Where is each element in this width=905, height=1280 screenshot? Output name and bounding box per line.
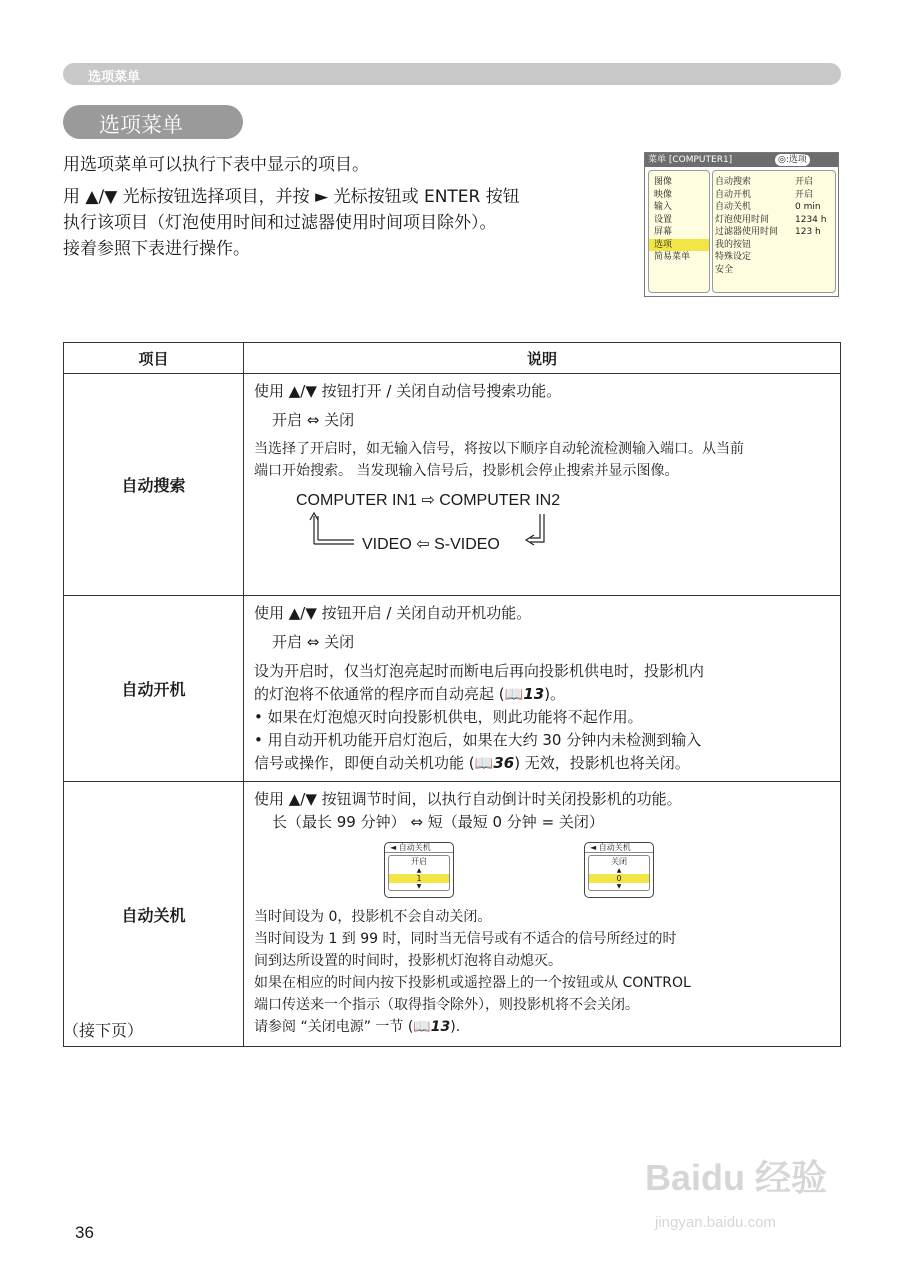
diagram-bottom-text: VIDEO ⇦ S-VIDEO xyxy=(362,536,500,553)
up-arrow-icon: ▲ xyxy=(416,867,422,874)
watermark-url: jingyan.baidu.com xyxy=(655,1214,776,1231)
header-bar xyxy=(63,63,841,85)
auto-on-line1: 使用 ▲/▼ 按钮开启 / 关闭自动开机功能。 xyxy=(254,604,532,622)
input-cycle-diagram xyxy=(254,484,830,552)
diagram-top-text: COMPUTER IN1 ⇨ COMPUTER IN2 xyxy=(296,492,561,509)
box-header: ◄ 自动关机 xyxy=(585,843,653,853)
book-icon: 📖 xyxy=(504,685,524,703)
auto-search-note2: 端口开始搜索。 当发现输入信号后，投影机会停止搜索并显示图像。 xyxy=(254,463,679,479)
osd-right-row xyxy=(715,251,835,264)
box-value: 1 xyxy=(389,874,449,883)
section-title: 选项菜单 xyxy=(99,113,183,137)
auto-on-toggle: 开启 ⇔ 关闭 xyxy=(272,633,355,651)
desc-auto-search xyxy=(244,374,841,596)
options-table xyxy=(63,342,841,1047)
down-arrow-icon: ▼ xyxy=(416,883,422,890)
auto-on-b2b-text: 信号或操作，即便自动关机功能 ( xyxy=(254,754,475,772)
auto-on-p1b xyxy=(254,683,830,706)
header-section-label: 选项菜单 xyxy=(88,70,141,85)
down-arrow-icon: ▼ xyxy=(616,883,622,890)
osd-right-row xyxy=(715,214,835,227)
auto-on-bullet2b xyxy=(254,752,830,775)
auto-off-p4a-text: 请参阅 “关闭电源” 一节 ( xyxy=(254,1019,414,1035)
osd-right-row xyxy=(715,226,835,239)
box-title: 自动关机 xyxy=(598,843,631,852)
auto-off-p3b: 端口传送来一个指示（取得指令除外），则投影机将不会关闭。 xyxy=(254,997,639,1013)
table-row xyxy=(64,782,841,1047)
cycle-arrows-icon xyxy=(254,484,554,552)
auto-on-b2c-text: ) 无效，投影机也将关闭。 xyxy=(514,754,690,772)
intro-line-2 xyxy=(63,184,633,262)
up-arrow-icon: ▲ xyxy=(616,867,622,874)
osd-row-label: 自动搜索 xyxy=(715,177,752,187)
auto-search-note1: 当选择了开启时，如无输入信号，将按以下顺序自动轮流检测输入端口。从当前 xyxy=(254,441,744,457)
page-number: 36 xyxy=(75,1223,94,1242)
osd-right-row xyxy=(715,264,835,277)
osd-mode: ◎:选项 xyxy=(775,154,810,166)
auto-off-box-on xyxy=(384,842,454,898)
watermark-brand: Baidu 经验 xyxy=(645,1157,828,1198)
osd-row-value: 1234 h xyxy=(795,214,827,225)
osd-row-value: 123 h xyxy=(795,227,821,237)
osd-left-item: 屏幕 xyxy=(654,227,673,237)
baidu-watermark xyxy=(645,1150,828,1231)
auto-off-range: 长（最长 99 分钟） ⇔ 短（最短 0 分钟 = 关闭） xyxy=(272,813,604,831)
box-state: 开启 xyxy=(411,857,427,866)
osd-row-label: 自动关机 xyxy=(715,202,752,212)
osd-row-label: 我的按钮 xyxy=(715,239,752,250)
intro-text xyxy=(63,152,633,262)
table-header-row xyxy=(64,343,841,374)
osd-left-menu xyxy=(648,170,710,293)
osd-right-row xyxy=(715,239,835,252)
osd-row-value: 0 min xyxy=(795,202,821,212)
intro-line-2c: 接着参照下表进行操作。 xyxy=(63,239,250,259)
auto-on-p1b-text: 的灯泡将不依通常的程序而自动亮起 ( xyxy=(254,685,505,703)
box-inner xyxy=(388,855,450,891)
osd-right-row xyxy=(715,176,835,189)
auto-off-box-off xyxy=(584,842,654,898)
continued-note: （接下页） xyxy=(63,1021,144,1040)
intro-line-2a: 用 ▲/▼ 光标按钮选择项目，并按 ► 光标按钮或 ENTER 按钮 xyxy=(63,187,520,207)
osd-row-value: 开启 xyxy=(795,177,814,187)
desc-auto-off xyxy=(244,782,841,1047)
box-title: 自动关机 xyxy=(398,843,431,852)
box-value: 0 xyxy=(589,874,649,883)
osd-row-label: 灯泡使用时间 xyxy=(715,214,770,225)
auto-on-bullet2a: • 用自动开机功能开启灯泡后，如果在大约 30 分钟内未检测到输入 xyxy=(254,731,702,749)
item-auto-search: 自动搜索 xyxy=(64,374,244,596)
osd-left-item: 设置 xyxy=(654,214,673,225)
section-title-pill xyxy=(63,105,243,139)
osd-right-menu xyxy=(712,170,836,293)
book-icon: 📖 xyxy=(474,754,494,772)
auto-on-p1a: 设为开启时，仅当灯泡亮起时而断电后再向投影机供电时，投影机内 xyxy=(254,662,705,680)
osd-title: 菜单 [COMPUTER1] xyxy=(648,155,733,165)
osd-title-bar xyxy=(645,153,838,167)
intro-line-2b: 执行该项目（灯泡使用时间和过滤器使用时间项目除外）。 xyxy=(63,213,497,233)
table-row xyxy=(64,596,841,782)
auto-off-p4 xyxy=(254,1016,830,1038)
osd-right-row xyxy=(715,189,835,202)
osd-right-row xyxy=(715,201,835,214)
book-icon: 📖 xyxy=(413,1019,431,1035)
osd-left-item-selected: 选项 xyxy=(649,239,709,252)
auto-on-bullet1: • 如果在灯泡熄灭时向投影机供电，则此功能将不起作用。 xyxy=(254,708,643,726)
page-ref-link[interactable]: 13 xyxy=(523,685,545,703)
osd-left-item: 简易菜单 xyxy=(654,252,691,262)
table-row xyxy=(64,374,841,596)
auto-off-p2a: 当时间设为 1 到 99 时，同时当无信号或有不适合的信号所经过的时 xyxy=(254,931,677,947)
auto-off-osd-examples xyxy=(254,842,830,906)
box-state: 关闭 xyxy=(611,857,627,866)
osd-row-value: 开启 xyxy=(795,189,814,200)
osd-left-item: 图像 xyxy=(654,177,673,187)
auto-off-p4b-text: ). xyxy=(450,1019,461,1035)
auto-search-line1: 使用 ▲/▼ 按钮打开 / 关闭自动信号搜索功能。 xyxy=(254,382,562,400)
auto-on-p1c-text: )。 xyxy=(544,685,566,703)
box-inner xyxy=(588,855,650,891)
osd-left-item: 映像 xyxy=(654,189,673,200)
col-header-item: 项目 xyxy=(64,343,244,374)
osd-menu-screenshot xyxy=(644,152,839,297)
page-ref-link[interactable]: 13 xyxy=(430,1019,451,1035)
intro-line-1: 用选项菜单可以执行下表中显示的项目。 xyxy=(63,155,369,175)
osd-row-label: 过滤器使用时间 xyxy=(715,227,779,237)
auto-search-toggle: 开启 ⇔ 关闭 xyxy=(272,411,355,429)
auto-off-p2b: 间到达所设置的时间时，投影机灯泡将自动熄灭。 xyxy=(254,953,562,969)
item-auto-off: 自动关机 xyxy=(64,782,244,1047)
col-header-desc: 说明 xyxy=(244,343,841,374)
osd-row-label: 安全 xyxy=(715,264,734,275)
auto-off-p1: 当时间设为 0，投影机不会自动关闭。 xyxy=(254,909,492,925)
page-ref-link[interactable]: 36 xyxy=(493,754,515,772)
auto-off-p3a: 如果在相应的时间内按下投影机或遥控器上的一个按钮或从 CONTROL xyxy=(254,975,691,991)
desc-auto-on xyxy=(244,596,841,782)
osd-left-item: 输入 xyxy=(654,202,673,212)
osd-row-label: 自动开机 xyxy=(715,189,752,200)
box-header: ◄ 自动关机 xyxy=(385,843,453,853)
osd-row-label: 特殊设定 xyxy=(715,252,752,262)
auto-off-line1: 使用 ▲/▼ 按钮调节时间，以执行自动倒计时关闭投影机的功能。 xyxy=(254,790,682,808)
item-auto-on: 自动开机 xyxy=(64,596,244,782)
